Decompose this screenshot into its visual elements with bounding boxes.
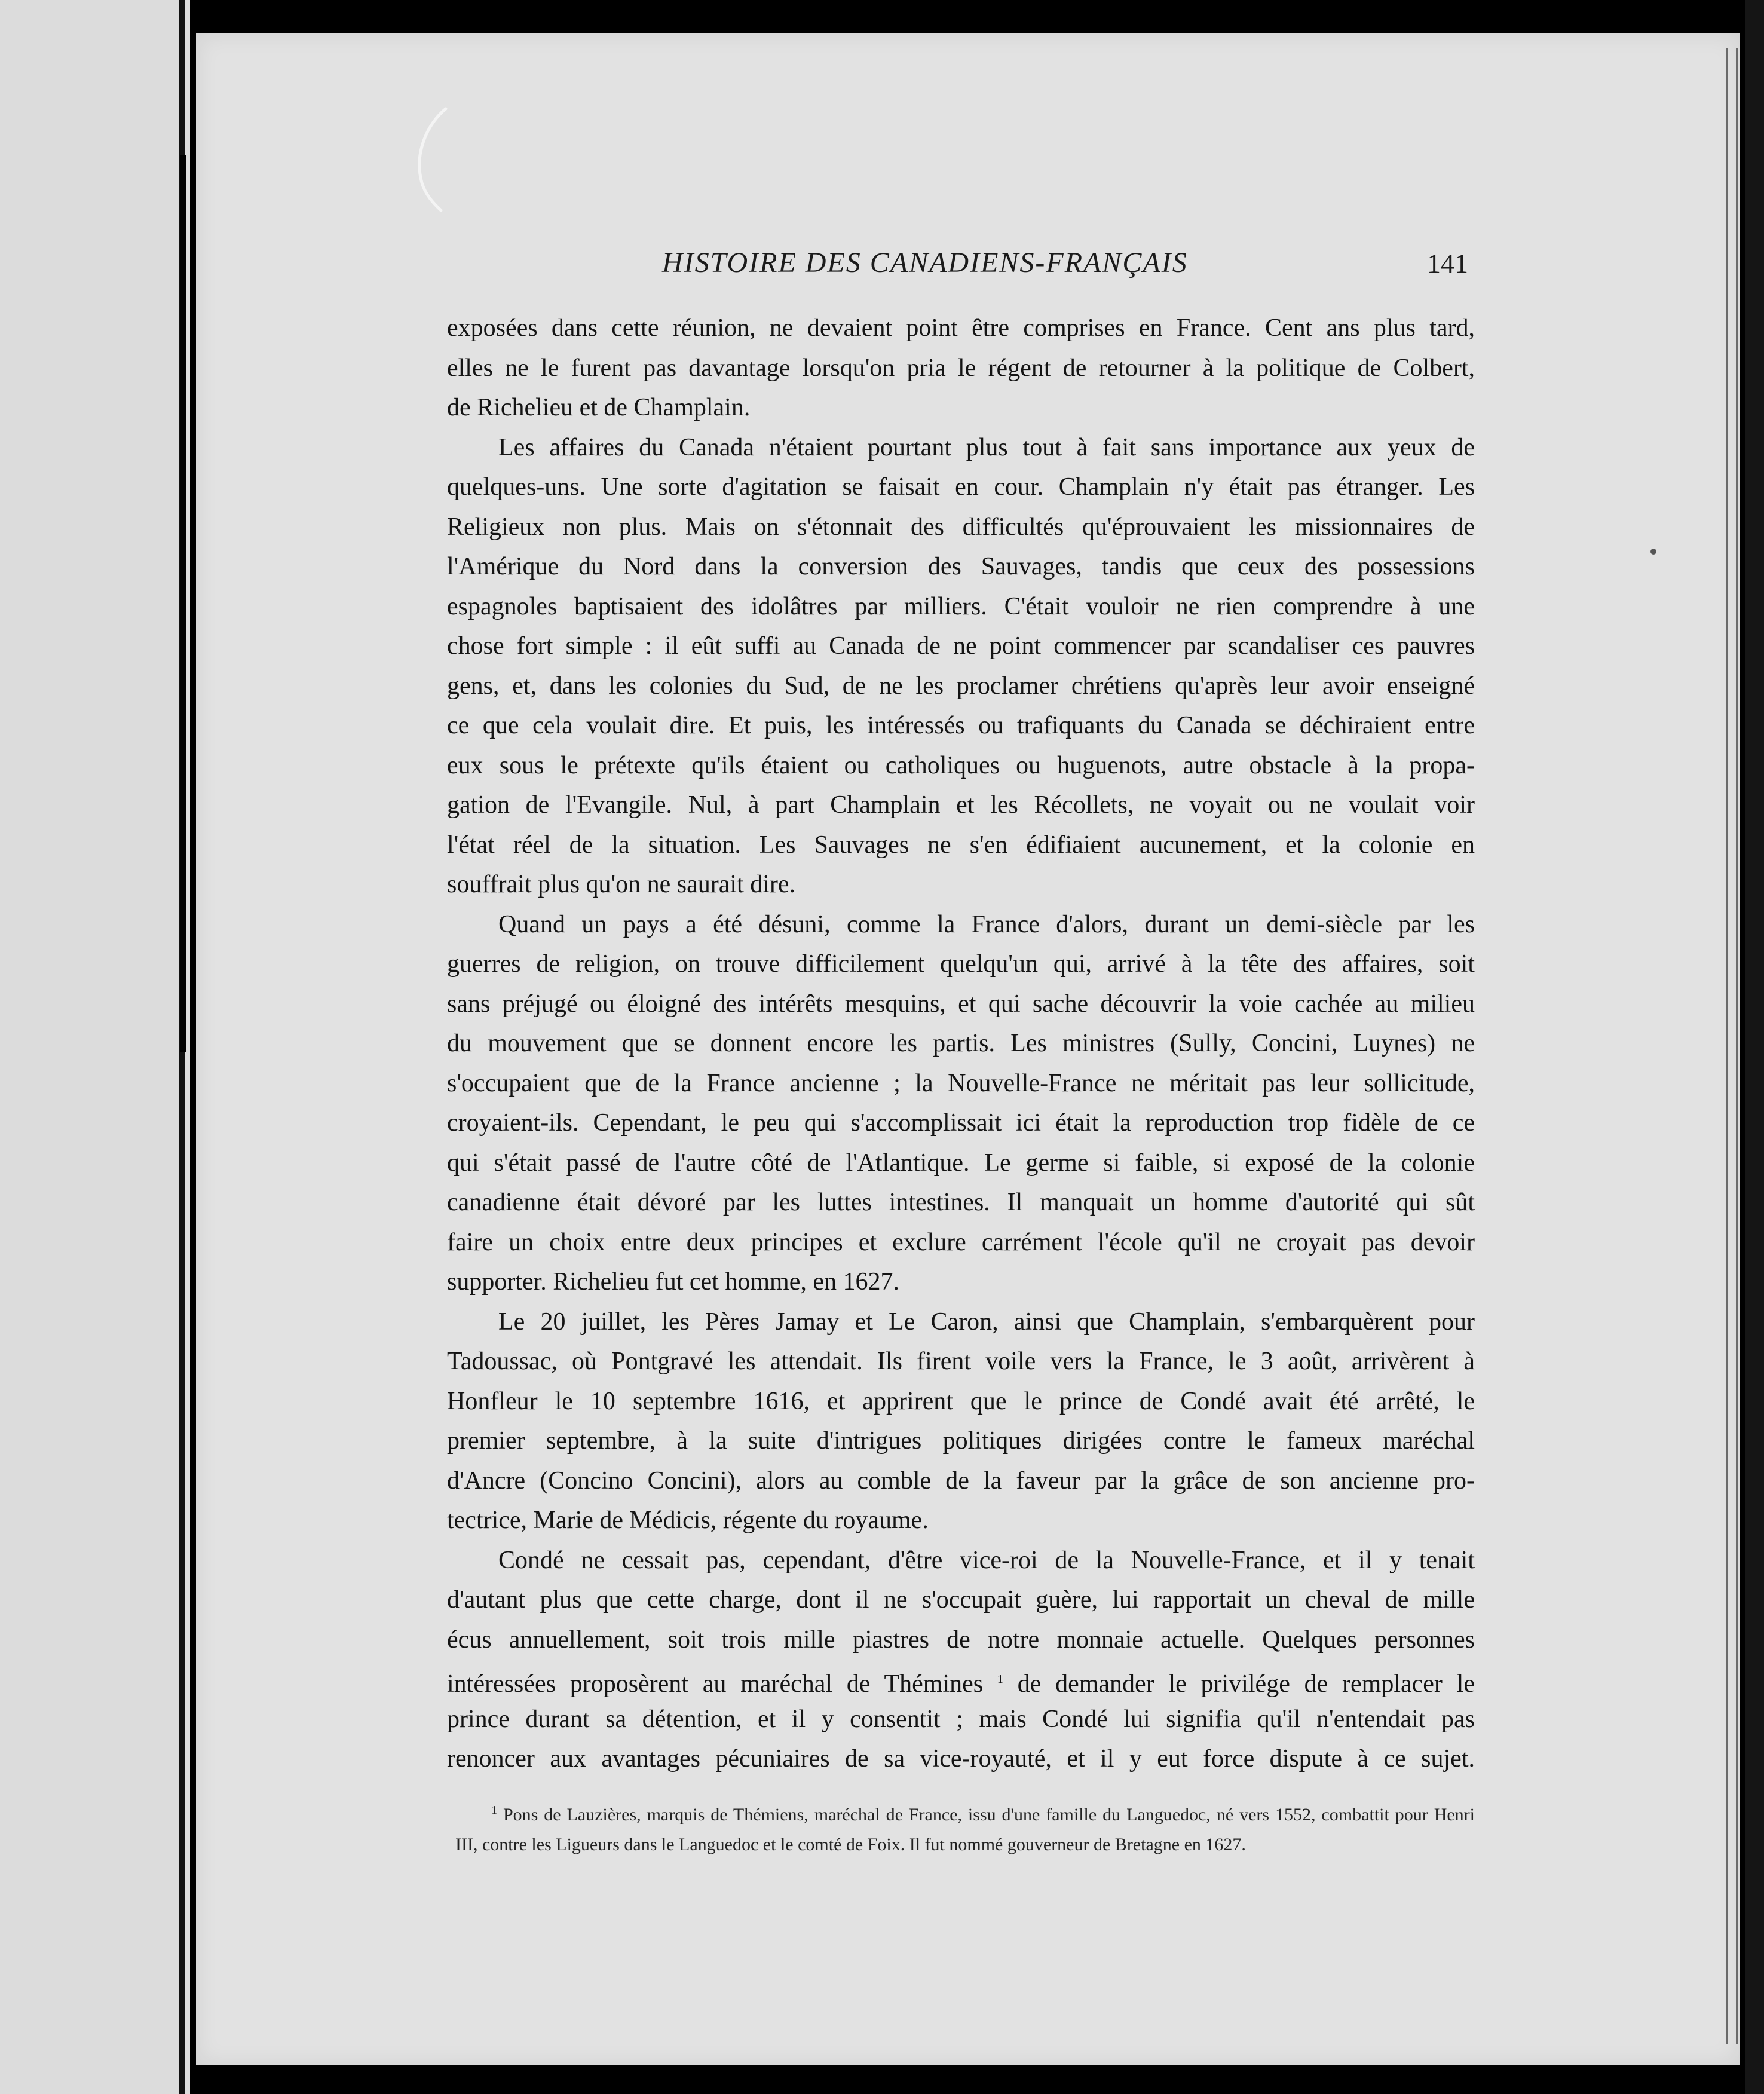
- text-line-with-footnote: [447, 1660, 1475, 1700]
- text-line: s'occupaient que de la France ancienne ; la Nouvelle-France ne méritait pas leur sollicitude,: [447, 1069, 1475, 1097]
- text-line: chose fort simple : il eût suffi au Canada de ne point commencer par scandaliser ces pauvres: [447, 632, 1475, 660]
- text-line: eux sous le prétexte qu'ils étaient ou catholiques ou huguenots, autre obstacle à la propa-: [447, 751, 1475, 779]
- text-line: quelques-uns. Une sorte d'agitation se faisait en cour. Champlain n'y était pas étranger. Les: [447, 473, 1475, 501]
- text-line: l'Amérique du Nord dans la conversion des Sauvages, tandis que ceux des possessions: [447, 553, 1475, 580]
- page-number: 141: [1427, 248, 1468, 278]
- scan-border: [1745, 0, 1764, 2094]
- binding-shadow: [180, 155, 186, 1052]
- footnote-number: 1: [491, 1804, 497, 1817]
- text-line: gens, et, dans les colonies du Sud, de ne les proclamer chrétiens qu'après leur avoir enseigné: [447, 672, 1475, 700]
- text-line: croyaient-ils. Cependant, le peu qui s'accomplissait ici était la reproduction trop fidèle de ce: [447, 1109, 1475, 1137]
- paper-blemish: [410, 105, 452, 213]
- footnote-section: [455, 1795, 1475, 1860]
- text-line: gation de l'Evangile. Nul, à part Champlain et les Récollets, ne voyait ou ne voulait voir: [447, 791, 1475, 819]
- text-line: Religieux non plus. Mais on s'étonnait des difficultés qu'éprouvaient les missionnaires de: [447, 513, 1475, 541]
- text-line: Les affaires du Canada n'étaient pourtant plus tout à fait sans importance aux yeux de: [498, 433, 1475, 461]
- text-line: qui s'était passé de l'autre côté de l'Atlantique. Le germe si faible, si exposé de la colonie: [447, 1149, 1475, 1177]
- paper-speck: [1650, 549, 1656, 555]
- text-line: Condé ne cessait pas, cependant, d'être vice-roi de la Nouvelle-France, et il y tenait: [498, 1546, 1475, 1574]
- text-line: souffrait plus qu'on ne saurait dire.: [447, 871, 795, 898]
- text-line: Tadoussac, où Pontgravé les attendait. Ils firent voile vers la France, le 3 août, arrivèrent à: [447, 1348, 1475, 1375]
- facing-page-strip: [0, 0, 190, 2094]
- text-segment: intéressées proposèrent au maréchal de Thémines: [447, 1670, 984, 1698]
- text-line: du mouvement que se donnent encore les partis. Les ministres (Sully, Concini, Luynes) ne: [447, 1030, 1475, 1057]
- body-text: [447, 308, 1475, 1779]
- text-segment: de demander le privilége de remplacer le: [1017, 1670, 1475, 1698]
- text-line: Honfleur le 10 septembre 1616, et apprirent que le prince de Condé avait été arrêté, le: [447, 1387, 1475, 1415]
- footnote-reference: 1: [997, 1673, 1003, 1686]
- text-line: tectrice, Marie de Médicis, régente du royaume.: [447, 1507, 929, 1534]
- text-line: faire un choix entre deux principes et exclure carrément l'école qu'il ne croyait pas devoir: [447, 1228, 1475, 1256]
- text-line: Quand un pays a été désuni, comme la France d'alors, durant un demi-siècle par les: [498, 910, 1475, 938]
- footnote-text: Pons de Lauzières, marquis de Thémiens, maréchal de France, issu d'une famille du Languedoc, né vers 1552, combattit pour Henri: [503, 1805, 1475, 1824]
- text-line: renoncer aux avantages pécuniaires de sa vice-royauté, et il y eut force dispute à ce sujet.: [447, 1745, 1475, 1772]
- text-line: d'Ancre (Concino Concini), alors au comble de la faveur par la grâce de son ancienne pro-: [447, 1467, 1475, 1495]
- text-line: Le 20 juillet, les Pères Jamay et Le Caron, ainsi que Champlain, s'embarquèrent pour: [498, 1308, 1475, 1336]
- text-line: l'état réel de la situation. Les Sauvages ne s'en édifiaient aucunement, et la colonie en: [447, 831, 1475, 859]
- text-line: elles ne le furent pas davantage lorsqu'on pria le régent de retourner à la politique de Colbert,: [447, 354, 1475, 382]
- text-line: supporter. Richelieu fut cet homme, en 1627.: [447, 1268, 899, 1296]
- text-line: guerres de religion, on trouve difficilement quelqu'un qui, arrivé à la tête des affaires, soit: [447, 950, 1475, 978]
- text-line: canadienne était dévoré par les luttes intestines. Il manquait un homme d'autorité qui sût: [447, 1189, 1475, 1216]
- text-line: sans préjugé ou éloigné des intérêts mesquins, et qui sache découvrir la voie cachée au milieu: [447, 990, 1475, 1018]
- text-line: espagnoles baptisaient des idolâtres par milliers. C'était vouloir ne rien comprendre à une: [447, 592, 1475, 620]
- text-line: d'autant plus que cette charge, dont il ne s'occupait guère, lui rapportait un cheval de mille: [447, 1586, 1475, 1614]
- footnote-line: III, contre les Ligueurs dans le Languedoc et le comté de Foix. Il fut nommé gouverneur de Bretagne en 1627.: [455, 1835, 1246, 1854]
- text-line: écus annuellement, soit trois mille piastres de notre monnaie actuelle. Quelques personnes: [447, 1625, 1475, 1654]
- text-line: premier septembre, à la suite d'intrigues politiques dirigées contre le fameux maréchal: [447, 1427, 1475, 1455]
- text-line: de Richelieu et de Champlain.: [447, 394, 751, 421]
- text-line: prince durant sa détention, et il y consentit ; mais Condé lui signifia qu'il n'entendait pas: [447, 1705, 1475, 1733]
- running-title: HISTOIRE DES CANADIENS-FRANÇAIS: [662, 247, 1188, 278]
- text-line: ce que cela voulait dire. Et puis, les intéressés ou trafiquants du Canada se déchiraient entre: [447, 712, 1475, 739]
- footnote-line: [455, 1795, 1475, 1830]
- page-edge-lines: [1726, 48, 1738, 2044]
- text-line: exposées dans cette réunion, ne devaient point être comprises en France. Cent ans plus tard,: [447, 314, 1475, 342]
